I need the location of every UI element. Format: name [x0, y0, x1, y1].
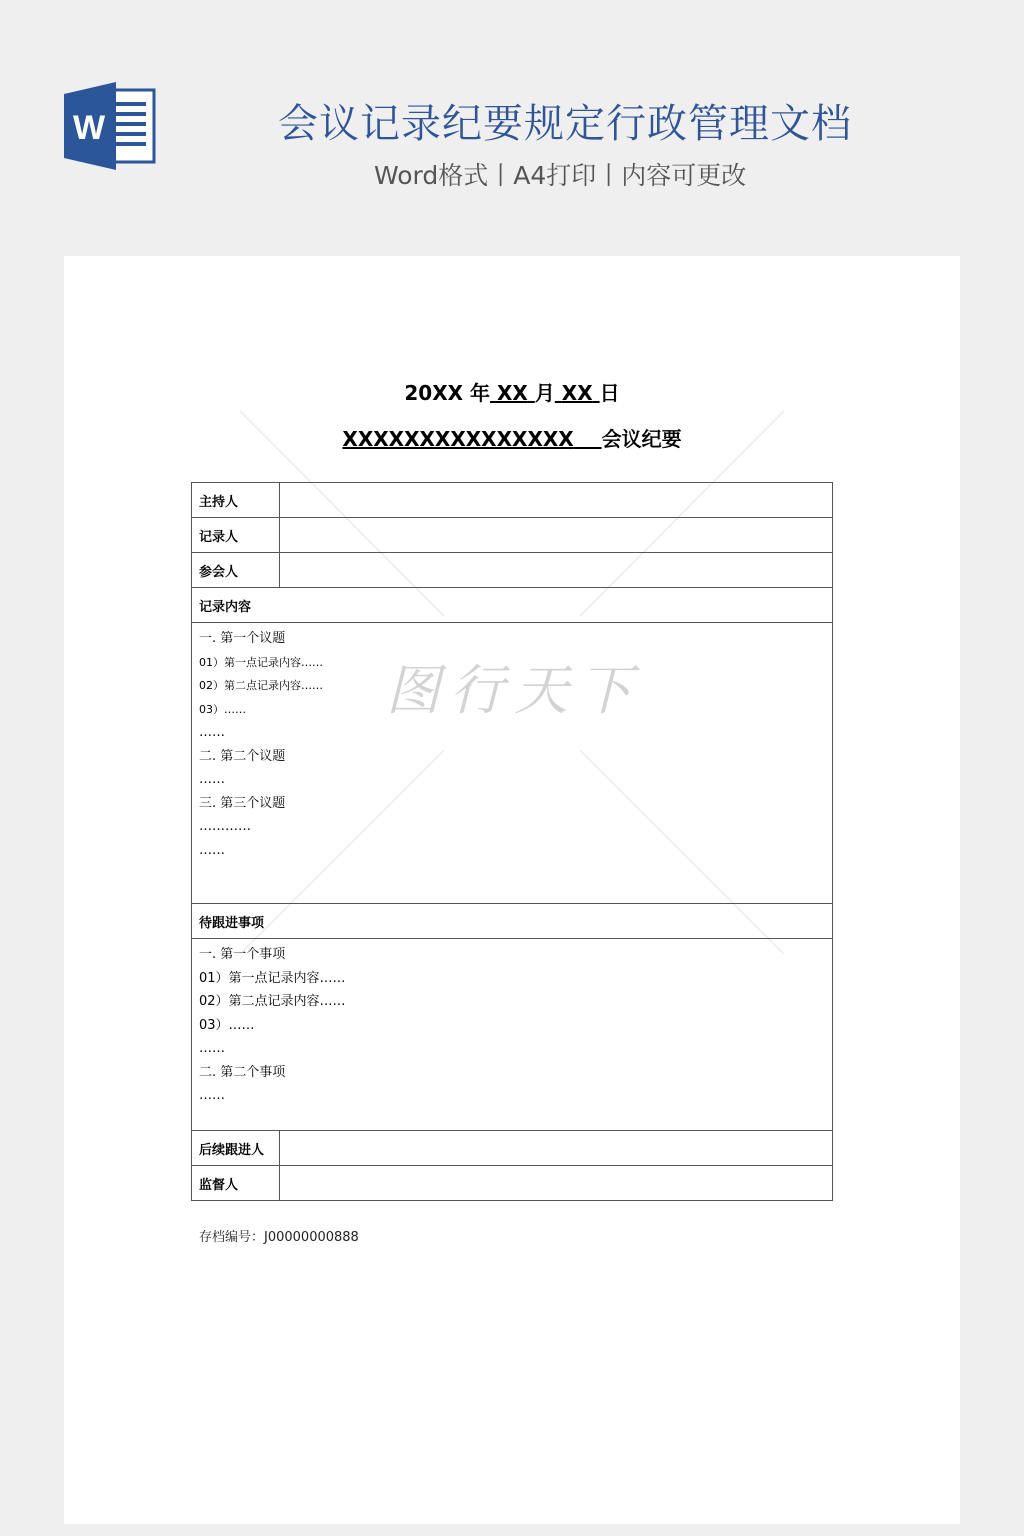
table-row [192, 1166, 833, 1201]
document-title: XXXXXXXXXXXXXXX 会议纪要 [342, 427, 682, 451]
attendees-label: 参会人 [192, 553, 280, 588]
table-row [192, 588, 833, 623]
host-label: 主持人 [192, 483, 280, 518]
list-item: 03）…… [199, 702, 246, 716]
list-item: 二. 第二个议题 [199, 748, 286, 764]
watermark-text: 图行天下 [386, 659, 642, 722]
document-date: 20XX 年 XX 月 XX 日 [404, 381, 620, 405]
followup-person-label: 后续跟进人 [192, 1131, 280, 1166]
list-item: 01）第一点记录内容…… [199, 655, 323, 669]
table-row [192, 1131, 833, 1166]
recorder-field[interactable] [280, 518, 833, 553]
list-item: 01）第一点记录内容…… [199, 970, 346, 986]
list-item: …… [199, 842, 225, 858]
supervisor-field[interactable] [280, 1166, 833, 1201]
header-title: 会议记录纪要规定行政管理文档 [278, 101, 852, 147]
minutes-table [191, 482, 833, 1201]
table-row [192, 518, 833, 553]
list-item: …… [199, 1041, 225, 1056]
table-row [192, 939, 833, 1131]
list-item: ………… [199, 819, 251, 834]
followup-person-field[interactable] [280, 1131, 833, 1166]
list-item: 一. 第一个议题 [199, 631, 286, 646]
record-content-field[interactable] [192, 623, 833, 904]
header-subtitle: Word格式丨A4打印丨内容可更改 [374, 161, 747, 190]
table-row [192, 623, 833, 904]
table-row [192, 553, 833, 588]
list-item: …… [199, 1088, 225, 1103]
recorder-label: 记录人 [192, 518, 280, 553]
table-row [192, 904, 833, 939]
archive-number: 存档编号：J00000000888 [199, 1230, 359, 1245]
host-field[interactable] [280, 483, 833, 518]
attendees-field[interactable] [280, 553, 833, 588]
supervisor-label: 监督人 [192, 1166, 280, 1201]
list-item: 二. 第二个事项 [199, 1064, 286, 1080]
list-item: 一. 第一个事项 [199, 947, 286, 962]
followup-items-field[interactable] [192, 939, 833, 1131]
list-item: …… [199, 725, 225, 740]
record-content-label: 记录内容 [192, 588, 833, 623]
document-page [64, 256, 960, 1524]
list-item: 03）…… [199, 1017, 255, 1033]
followup-items-label: 待跟进事项 [192, 904, 833, 939]
svg-text:W: W [72, 109, 106, 147]
list-item: 02）第二点记录内容…… [199, 994, 346, 1009]
list-item: 三. 第三个议题 [199, 795, 286, 811]
table-row [192, 483, 833, 518]
word-icon [64, 82, 156, 170]
list-item: …… [199, 772, 225, 787]
list-item: 02）第二点记录内容…… [199, 679, 323, 692]
